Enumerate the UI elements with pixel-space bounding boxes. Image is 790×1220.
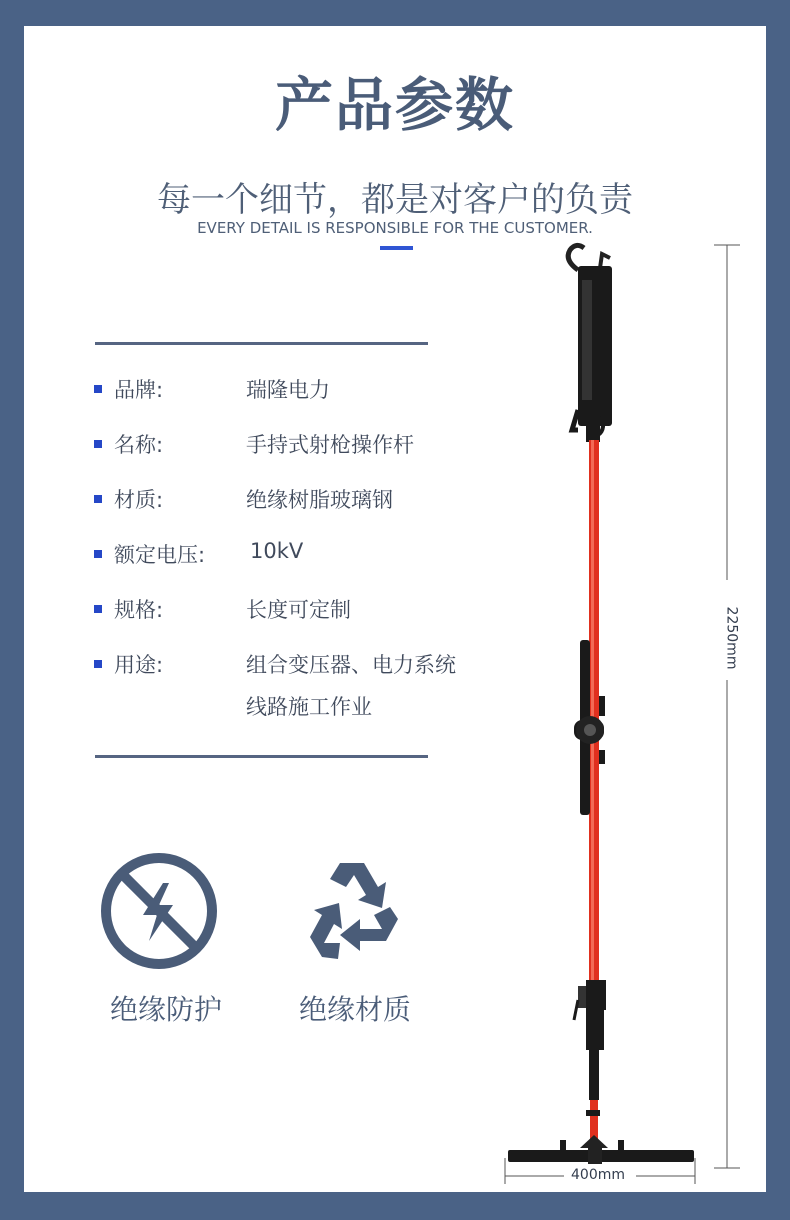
feature-label-insulation-material: 绝缘材质 bbox=[298, 993, 411, 1026]
bullet-square-icon bbox=[94, 550, 102, 558]
height-dimension-line bbox=[708, 240, 748, 1175]
spec-value: 绝缘树脂玻璃钢 bbox=[246, 488, 393, 512]
spec-row-name bbox=[94, 429, 514, 459]
no-electricity-icon bbox=[99, 851, 219, 971]
spec-row-brand bbox=[94, 374, 514, 404]
spec-row-usage bbox=[94, 649, 514, 729]
title-accent-line bbox=[380, 246, 413, 250]
spec-label: 规格: bbox=[114, 598, 164, 622]
recycle-icon bbox=[292, 853, 412, 973]
spec-label: 品牌: bbox=[114, 378, 164, 402]
spec-row-material bbox=[94, 484, 514, 514]
bullet-square-icon bbox=[94, 495, 102, 503]
spec-value: 手持式射枪操作杆 bbox=[246, 433, 414, 457]
spec-row-voltage bbox=[94, 539, 514, 569]
height-dimension-label: 2250mm bbox=[723, 606, 740, 670]
spec-value: 瑞隆电力 bbox=[246, 378, 330, 402]
width-dimension-label: 400mm bbox=[571, 1167, 625, 1183]
spec-label: 额定电压: bbox=[114, 543, 206, 567]
spec-label: 用途: bbox=[114, 653, 164, 677]
bullet-square-icon bbox=[94, 385, 102, 393]
spec-top-divider bbox=[95, 342, 428, 345]
spec-value: 组合变压器、电力系统 bbox=[246, 653, 456, 677]
feature-label-insulation-protection: 绝缘防护 bbox=[109, 993, 222, 1026]
spec-value: 长度可定制 bbox=[246, 598, 351, 622]
bullet-square-icon bbox=[94, 660, 102, 668]
spec-label: 名称: bbox=[114, 433, 164, 457]
bullet-square-icon bbox=[94, 605, 102, 613]
spec-value-continued: 线路施工作业 bbox=[246, 695, 372, 719]
spec-label: 材质: bbox=[114, 488, 164, 512]
bullet-square-icon bbox=[94, 440, 102, 448]
page-title: 产品参数 bbox=[274, 71, 515, 139]
spec-row-spec bbox=[94, 594, 514, 624]
spec-value: 10kV bbox=[250, 539, 304, 563]
page-subtitle-english: EVERY DETAIL IS RESPONSIBLE FOR THE CUSTOMER. bbox=[197, 219, 593, 237]
page-subtitle: 每一个细节，都是对客户的负责 bbox=[157, 180, 633, 220]
spec-bottom-divider bbox=[95, 755, 428, 758]
operating-rod-image bbox=[490, 240, 710, 1200]
